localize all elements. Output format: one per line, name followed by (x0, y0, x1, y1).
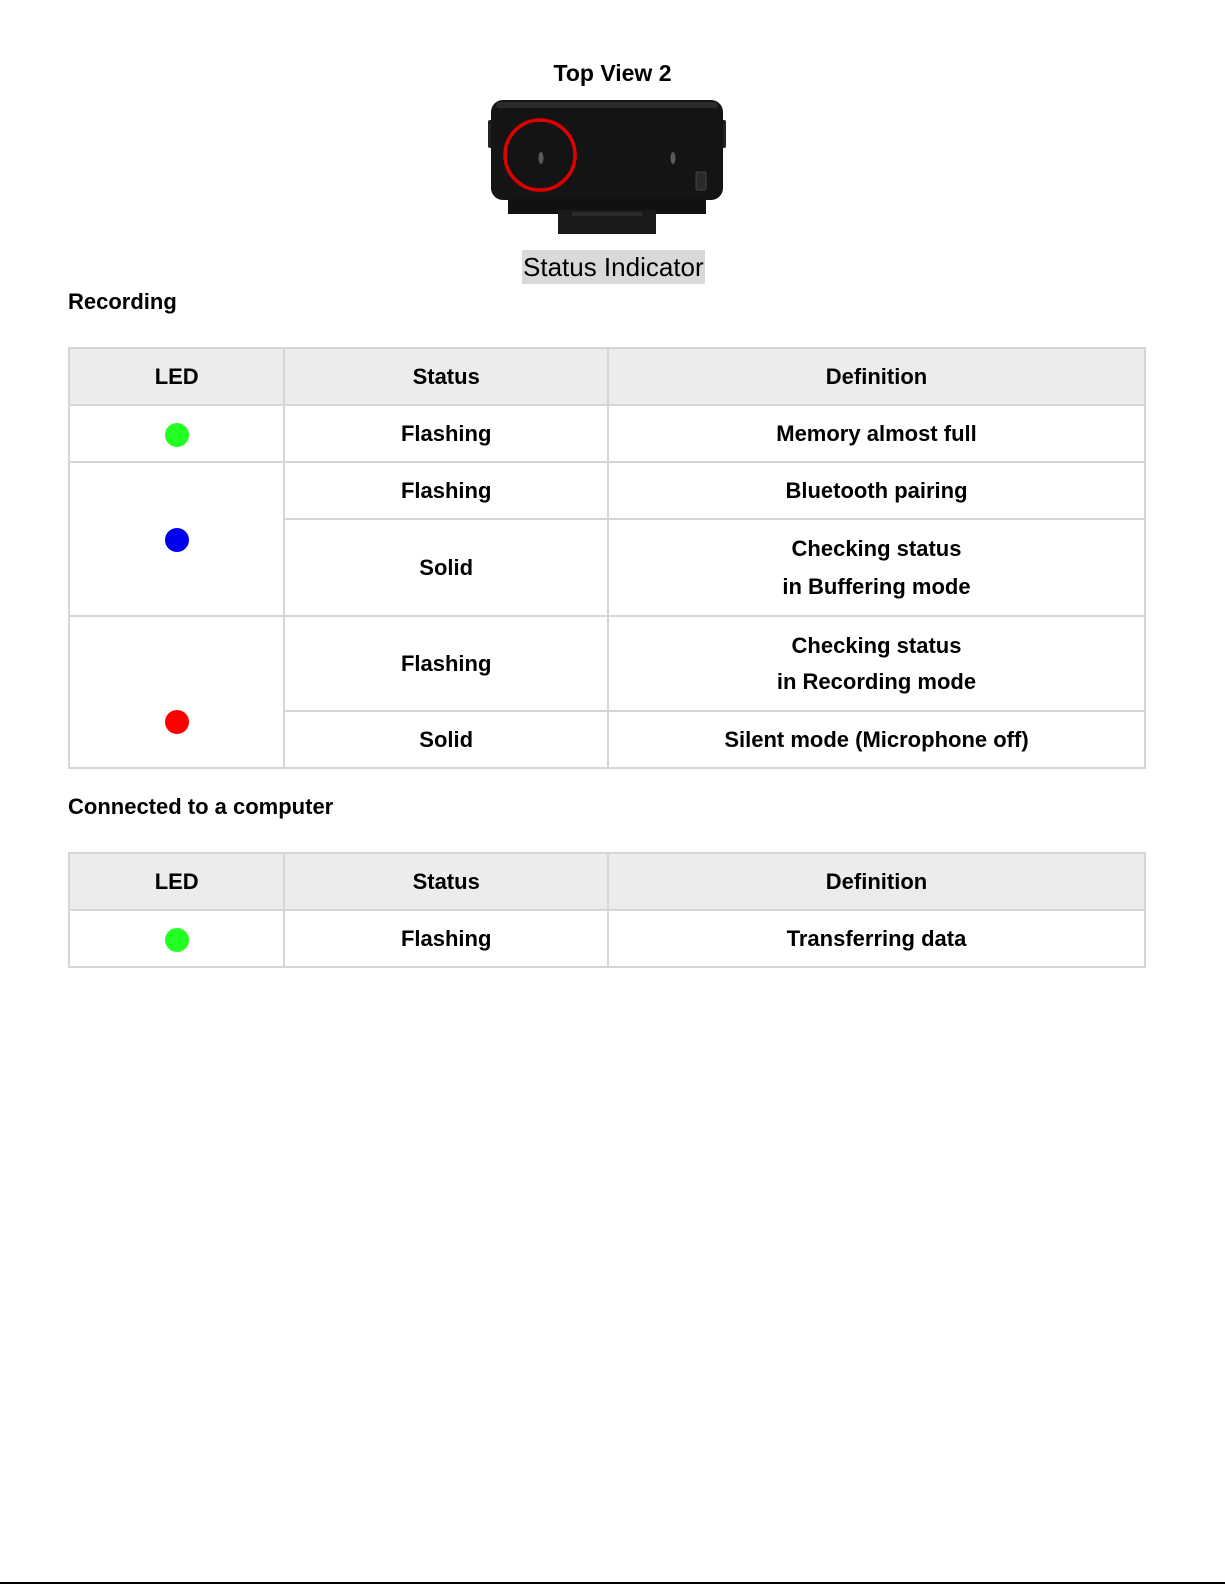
header-led: LED (69, 853, 284, 910)
definition-line: in Buffering mode (782, 573, 971, 599)
table-row (69, 405, 1145, 462)
definition-cell (608, 462, 1145, 519)
recording-title: Recording (68, 289, 177, 314)
definition-cell (608, 519, 1145, 616)
status-cell: Flashing (284, 462, 608, 519)
recording-table (68, 347, 1146, 769)
definition-line: Transferring data (786, 925, 967, 951)
computer-table (68, 852, 1146, 968)
definition-line: in Recording mode (776, 668, 977, 694)
table-header-row (69, 348, 1145, 405)
page-bottom-rule (0, 1582, 1225, 1584)
led-cell (69, 462, 284, 616)
definition-cell (608, 616, 1145, 711)
device-top-view-image (486, 98, 728, 234)
green-led-icon (165, 928, 189, 952)
header-definition: Definition (608, 348, 1145, 405)
figure-title: Top View 2 (553, 60, 672, 86)
definition-line: Checking status (791, 535, 962, 561)
status-indicator-label: Status Indicator (523, 252, 704, 282)
table-row (69, 616, 1145, 711)
definition-line: Memory almost full (776, 420, 977, 446)
header-definition: Definition (608, 853, 1145, 910)
blue-led-icon (165, 528, 189, 552)
table-header-row (69, 853, 1145, 910)
definition-line: Bluetooth pairing (785, 477, 968, 503)
status-cell: Flashing (284, 910, 608, 967)
status-cell: Solid (284, 711, 608, 768)
table-row (69, 462, 1145, 519)
computer-title: Connected to a computer (68, 794, 334, 819)
definition-line: Checking status (791, 632, 962, 658)
red-led-icon (165, 710, 189, 734)
definition-cell (608, 711, 1145, 768)
green-led-icon (165, 423, 189, 447)
header-status: Status (284, 853, 608, 910)
led-cell (69, 616, 284, 768)
status-cell: Flashing (284, 616, 608, 711)
status-cell: Solid (284, 519, 608, 616)
header-status: Status (284, 348, 608, 405)
definition-cell (608, 910, 1145, 967)
led-cell (69, 910, 284, 967)
led-cell (69, 405, 284, 462)
status-cell: Flashing (284, 405, 608, 462)
table-row (69, 910, 1145, 967)
definition-line: Silent mode (Microphone off) (724, 726, 1029, 752)
header-led: LED (69, 348, 284, 405)
definition-cell (608, 405, 1145, 462)
